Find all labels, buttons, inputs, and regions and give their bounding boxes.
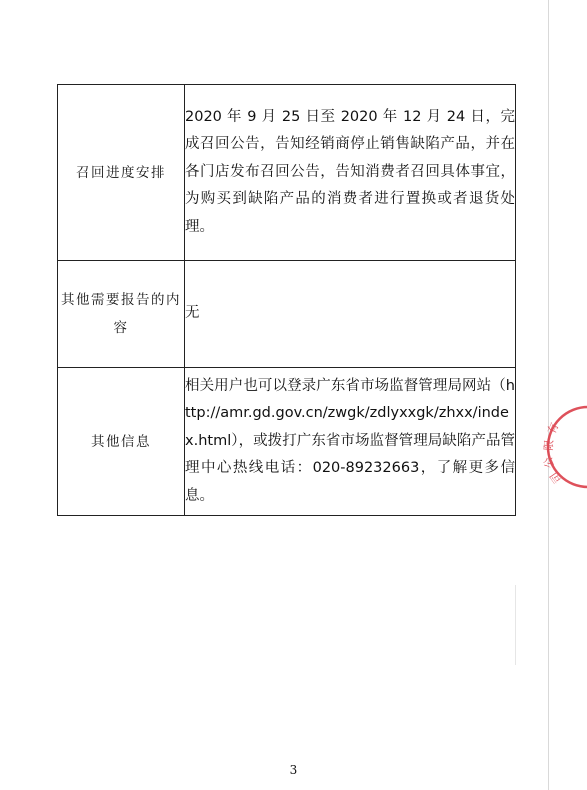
other-info-label: 其他信息	[58, 368, 185, 516]
svg-text:限: 限	[542, 439, 556, 452]
recall-schedule-label: 召回进度安排	[58, 85, 185, 261]
scan-artifact-line	[515, 585, 516, 665]
page-edge-line	[548, 0, 549, 790]
table-row-recall-schedule	[58, 85, 516, 261]
svg-text:司: 司	[547, 469, 565, 486]
page-number: 3	[289, 763, 298, 777]
other-report-value: 无	[185, 261, 516, 368]
svg-text:有: 有	[544, 420, 562, 437]
svg-text:公: 公	[541, 455, 557, 470]
recall-info-table	[57, 84, 516, 516]
recall-schedule-value: 2020 年 9 月 25 日至 2020 年 12 月 24 日，完成召回公告，告知经销商停止销售缺陷产品，并在各门店发布召回公告，告知消费者召回具体事宜，为购买到缺陷产品的消费者进行置换或者退货处理。	[185, 85, 516, 261]
company-seal-stamp	[540, 405, 587, 490]
table-row-other-report	[58, 261, 516, 368]
other-report-label: 其他需要报告的内容	[58, 261, 185, 368]
other-info-value: 相关用户也可以登录广东省市场监督管理局网站（http://amr.gd.gov.cn/zwgk/zdlyxxgk/zhxx/index.html），或拨打广东省市场监督管理局缺陷产品管理中心热线电话：020-89232663，了解更多信息。	[185, 368, 516, 516]
table-row-other-info	[58, 368, 516, 516]
